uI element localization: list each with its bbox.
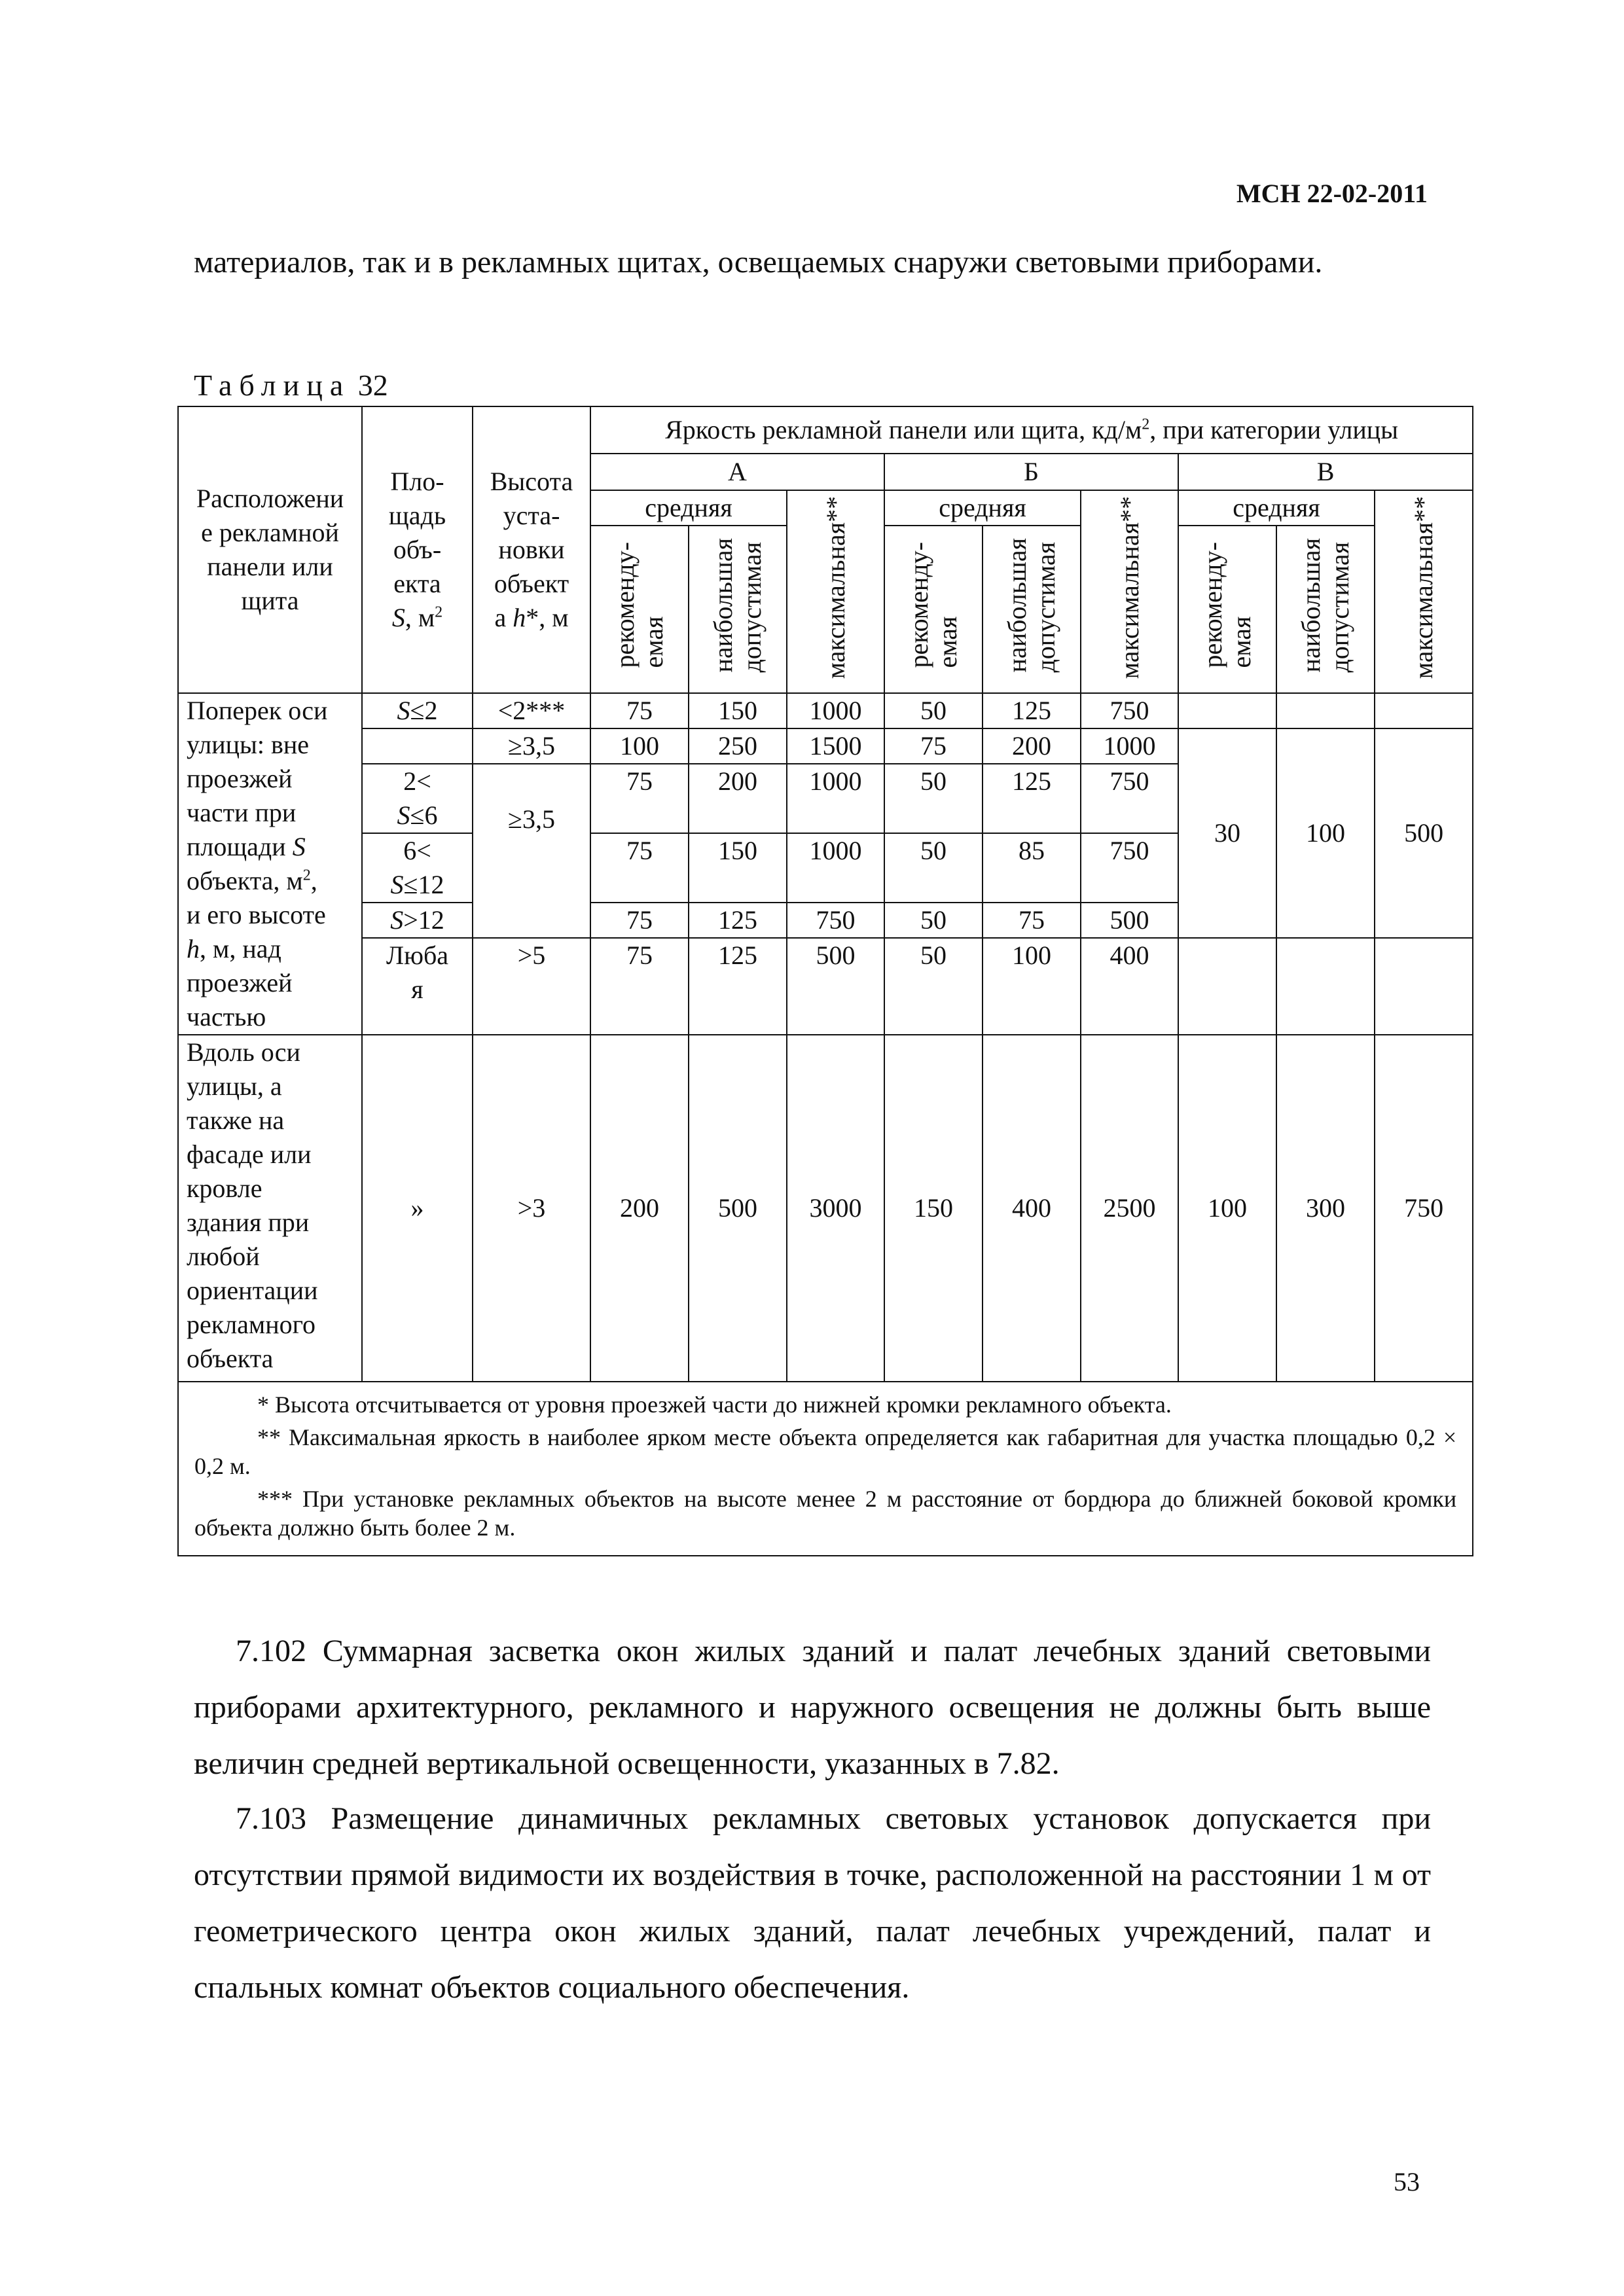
- row-group-along-label: Вдоль оси улицы, а также на фасаде или кровле здания при любой ориентации рекламного объекта: [178, 1035, 362, 1382]
- paragraph-7-103-text: 7.103 Размещение динамичных рекламных световых установок допускается при отсутствии прямой видимости их воздействия в точке, расположенной на расстоянии 1 м от геометрического центра окон жилых зданий, палат лечебных учреждений, палат и спальных комнат объектов социального обеспечения.: [194, 1801, 1431, 2005]
- header-height: Высота уста- новки объект а h*, м: [473, 406, 590, 693]
- cell-area: Люба я: [362, 938, 473, 1035]
- table-caption: [194, 368, 388, 403]
- cell-value: 30: [1178, 728, 1276, 938]
- cell-empty: [1375, 938, 1473, 1035]
- cell-value: 400: [1081, 938, 1178, 1035]
- cell-value: 75: [884, 728, 983, 764]
- cell-area: »: [362, 1035, 473, 1382]
- cell-value: 50: [884, 938, 983, 1035]
- cell-value: 100: [590, 728, 689, 764]
- table-row: [178, 693, 1473, 728]
- cell-value: 250: [689, 728, 787, 764]
- header-brightness: Яркость рекламной панели или щита, $кд/м^2$, при категории улицы: [590, 406, 1473, 454]
- table-notes-row: [178, 1382, 1473, 1556]
- table-caption-number: 32: [357, 368, 388, 402]
- cell-value: 500: [787, 938, 884, 1035]
- cell-value: 1000: [787, 764, 884, 833]
- cell-value: 150: [689, 693, 787, 728]
- cell-value: 125: [689, 938, 787, 1035]
- cell-value: 125: [689, 903, 787, 938]
- cell-value: 500: [1081, 903, 1178, 938]
- cell-value: 750: [787, 903, 884, 938]
- cell-value: 150: [689, 833, 787, 903]
- header-maximum-a-text: максимальная**: [820, 495, 850, 679]
- cell-value: 75: [983, 903, 1081, 938]
- cell-value: 1000: [787, 693, 884, 728]
- cell-empty: [1276, 693, 1375, 728]
- cell-value: 1500: [787, 728, 884, 764]
- cell-value: 200: [590, 1035, 689, 1382]
- cell-area: 6< S≤12: [362, 833, 473, 903]
- header-area: Пло- щадь объ- екта S, $м^2$: [362, 406, 473, 693]
- table-notes: [178, 1382, 1473, 1556]
- header-max-allowed-v: наибольшая допустимая: [1276, 526, 1375, 693]
- cell-value: 3000: [787, 1035, 884, 1382]
- cell-value: 75: [590, 903, 689, 938]
- page-number: 53: [1394, 2167, 1420, 2197]
- cell-value: 750: [1081, 833, 1178, 903]
- cell-value: 100: [1178, 1035, 1276, 1382]
- cell-value: 50: [884, 903, 983, 938]
- header-maximum-v-text: максимальная**: [1409, 495, 1439, 679]
- header-recommended-v: рекоменду- емая: [1178, 526, 1276, 693]
- header-max-allowed-b: наибольшая допустимая: [983, 526, 1081, 693]
- header-average-a: средняя: [590, 490, 787, 526]
- cell-value: 75: [590, 764, 689, 833]
- cell-area: 2< S≤6: [362, 764, 473, 833]
- header-maximum-v: [1375, 490, 1473, 693]
- cell-area: S>12: [362, 903, 473, 938]
- table-caption-word: Таблица: [194, 368, 351, 402]
- header-location-text: Расположени е рекламной панели или щита: [196, 484, 344, 615]
- document-code: МСН 22-02-2011: [1236, 179, 1428, 208]
- cell-value: 75: [590, 833, 689, 903]
- cell-height: >5: [473, 938, 590, 1035]
- cell-value: 75: [590, 693, 689, 728]
- cell-value: 100: [1276, 728, 1375, 938]
- cell-area: [362, 728, 473, 764]
- cell-value: 400: [983, 1035, 1081, 1382]
- header-location: [178, 406, 362, 693]
- table-row: [178, 938, 1473, 1035]
- cell-value: 75: [590, 938, 689, 1035]
- cell-height: >3: [473, 1035, 590, 1382]
- header-average-v: средняя: [1178, 490, 1375, 526]
- row-group-across-label: Поперек оси улицы: вне проезжей части при площади S объекта, $м^2$, и его высоте h, м, над проезжей частью: [178, 693, 362, 1035]
- header-recommended-a: рекоменду- емая: [590, 526, 689, 693]
- header-maximum-b-text: максимальная**: [1114, 495, 1144, 679]
- cell-value: 500: [1375, 728, 1473, 938]
- cell-value: 85: [983, 833, 1081, 903]
- cell-empty: [1178, 693, 1276, 728]
- header-maximum-a: [787, 490, 884, 693]
- cell-value: 1000: [1081, 728, 1178, 764]
- header-category-b: Б: [884, 454, 1178, 490]
- cell-value: 750: [1081, 693, 1178, 728]
- paragraph-7-102: [194, 1623, 1431, 1792]
- brightness-table: [177, 406, 1473, 1556]
- cell-area: S≤2: [362, 693, 473, 728]
- cell-value: 1000: [787, 833, 884, 903]
- paragraph-7-103: [194, 1791, 1431, 2016]
- cell-height: ≥3,5: [473, 764, 590, 938]
- cell-empty: [1375, 693, 1473, 728]
- note-3: *** При установке рекламных объектов на высоте менее 2 м расстояние от бордюра до ближней боковой кромки объекта должно быть более 2 м.: [194, 1486, 1457, 1541]
- header-category-a: А: [590, 454, 884, 490]
- cell-value: 50: [884, 833, 983, 903]
- cell-empty: [1178, 938, 1276, 1035]
- cell-height: <2***: [473, 693, 590, 728]
- cell-value: 200: [689, 764, 787, 833]
- cell-value: 750: [1375, 1035, 1473, 1382]
- note-1: * Высота отсчитывается от уровня проезжей части до нижней кромки рекламного объекта.: [257, 1391, 1172, 1418]
- cell-value: 50: [884, 764, 983, 833]
- cell-value: 2500: [1081, 1035, 1178, 1382]
- header-maximum-b: [1081, 490, 1178, 693]
- cell-empty: [1276, 938, 1375, 1035]
- cell-value: 125: [983, 764, 1081, 833]
- header-average-b: средняя: [884, 490, 1081, 526]
- cell-value: 100: [983, 938, 1081, 1035]
- header-max-allowed-a: наибольшая допустимая: [689, 526, 787, 693]
- table-row: [178, 1035, 1473, 1382]
- paragraph-7-102-text: 7.102 Суммарная засветка окон жилых зданий и палат лечебных зданий световыми приборами архитектурного, рекламного и наружного освещения не должны быть выше величин средней вертикальной освещенности, указанных в 7.82.: [194, 1634, 1431, 1781]
- cell-value: 200: [983, 728, 1081, 764]
- cell-value: 500: [689, 1035, 787, 1382]
- cell-height: ≥3,5: [473, 728, 590, 764]
- cell-value: 150: [884, 1035, 983, 1382]
- header-recommended-b: рекоменду- емая: [884, 526, 983, 693]
- table-row: [178, 728, 1473, 764]
- cell-value: 125: [983, 693, 1081, 728]
- cell-value: 50: [884, 693, 983, 728]
- cell-value: 300: [1276, 1035, 1375, 1382]
- intro-paragraph: материалов, так и в рекламных щитах, освещаемых снаружи световыми приборами.: [194, 245, 1323, 279]
- note-2: ** Максимальная яркость в наиболее ярком месте объекта определяется как габаритная для участка площадью 0,2 × 0,2 м.: [194, 1424, 1457, 1479]
- header-category-v: В: [1178, 454, 1473, 490]
- cell-value: 750: [1081, 764, 1178, 833]
